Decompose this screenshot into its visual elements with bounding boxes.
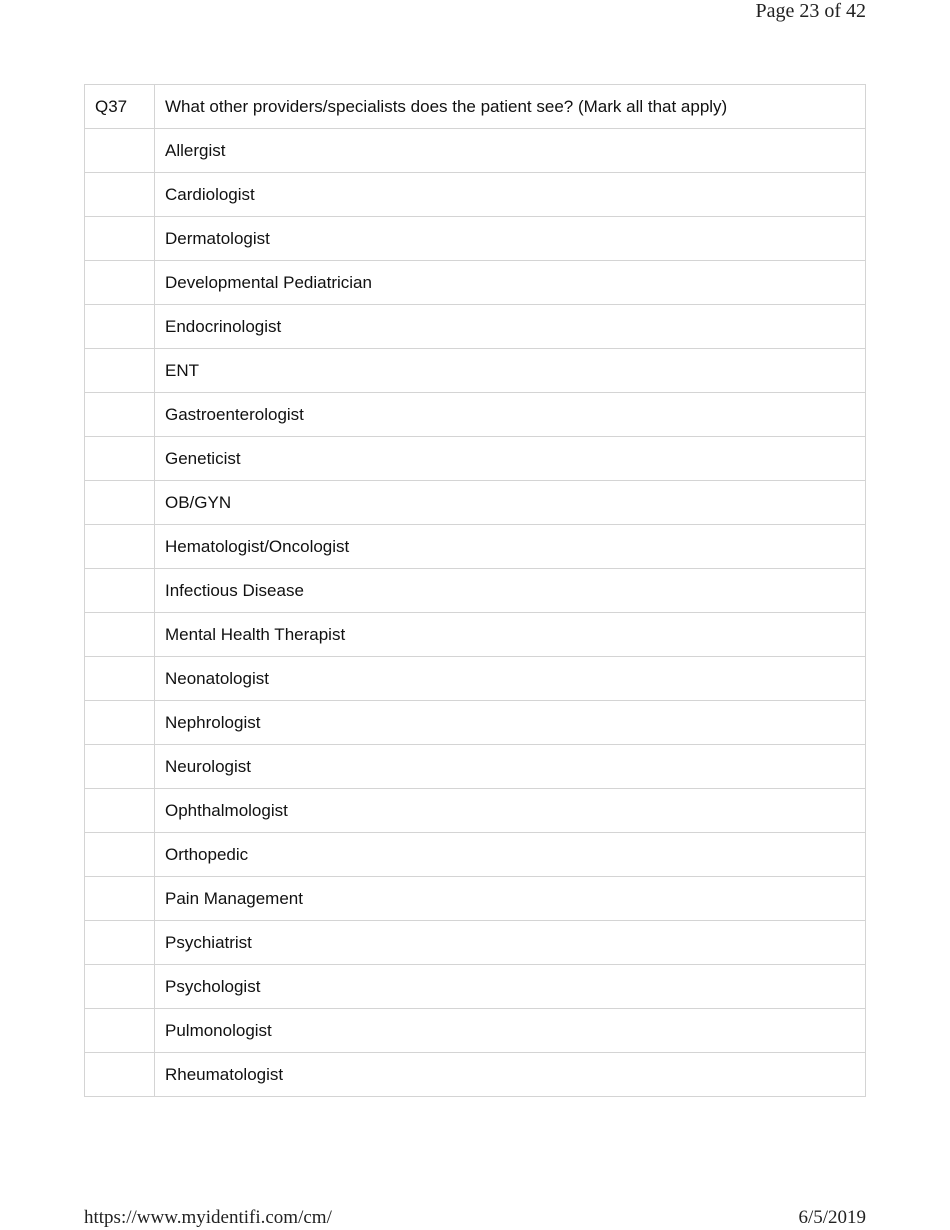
option-checkbox-cell[interactable] (85, 217, 155, 261)
option-checkbox-cell[interactable] (85, 789, 155, 833)
option-label: Mental Health Therapist (155, 613, 866, 657)
option-checkbox-cell[interactable] (85, 481, 155, 525)
option-label: Infectious Disease (155, 569, 866, 613)
option-row[interactable] (85, 789, 866, 833)
question-row (85, 85, 866, 129)
option-checkbox-cell[interactable] (85, 129, 155, 173)
option-label: OB/GYN (155, 481, 866, 525)
option-label: Endocrinologist (155, 305, 866, 349)
option-checkbox-cell[interactable] (85, 965, 155, 1009)
option-label: Pain Management (155, 877, 866, 921)
option-row[interactable] (85, 569, 866, 613)
option-label: Ophthalmologist (155, 789, 866, 833)
question-text: What other providers/specialists does the patient see? (Mark all that apply) (155, 85, 866, 129)
option-label: Developmental Pediatrician (155, 261, 866, 305)
option-row[interactable] (85, 481, 866, 525)
option-row[interactable] (85, 877, 866, 921)
option-checkbox-cell[interactable] (85, 921, 155, 965)
option-label: Dermatologist (155, 217, 866, 261)
option-label: Psychologist (155, 965, 866, 1009)
option-checkbox-cell[interactable] (85, 173, 155, 217)
option-row[interactable] (85, 1009, 866, 1053)
option-label: ENT (155, 349, 866, 393)
option-row[interactable] (85, 525, 866, 569)
option-checkbox-cell[interactable] (85, 1053, 155, 1097)
option-label: Neonatologist (155, 657, 866, 701)
option-checkbox-cell[interactable] (85, 569, 155, 613)
option-row[interactable] (85, 261, 866, 305)
option-label: Hematologist/Oncologist (155, 525, 866, 569)
option-row[interactable] (85, 921, 866, 965)
option-checkbox-cell[interactable] (85, 657, 155, 701)
option-label: Neurologist (155, 745, 866, 789)
option-row[interactable] (85, 173, 866, 217)
option-checkbox-cell[interactable] (85, 305, 155, 349)
page-number: Page 23 of 42 (755, 0, 866, 22)
option-row[interactable] (85, 833, 866, 877)
option-row[interactable] (85, 349, 866, 393)
option-label: Orthopedic (155, 833, 866, 877)
option-label: Allergist (155, 129, 866, 173)
question-table (84, 84, 866, 1097)
option-label: Pulmonologist (155, 1009, 866, 1053)
option-row[interactable] (85, 1053, 866, 1097)
option-checkbox-cell[interactable] (85, 393, 155, 437)
option-row[interactable] (85, 437, 866, 481)
option-row[interactable] (85, 657, 866, 701)
option-label: Psychiatrist (155, 921, 866, 965)
option-label: Nephrologist (155, 701, 866, 745)
option-checkbox-cell[interactable] (85, 745, 155, 789)
option-row[interactable] (85, 613, 866, 657)
option-row[interactable] (85, 129, 866, 173)
question-id: Q37 (85, 85, 155, 129)
option-label: Rheumatologist (155, 1053, 866, 1097)
option-checkbox-cell[interactable] (85, 437, 155, 481)
option-row[interactable] (85, 701, 866, 745)
option-row[interactable] (85, 393, 866, 437)
option-checkbox-cell[interactable] (85, 261, 155, 305)
option-checkbox-cell[interactable] (85, 877, 155, 921)
option-checkbox-cell[interactable] (85, 613, 155, 657)
option-checkbox-cell[interactable] (85, 349, 155, 393)
option-checkbox-cell[interactable] (85, 525, 155, 569)
footer-date: 6/5/2019 (798, 1207, 866, 1228)
option-label: Cardiologist (155, 173, 866, 217)
footer-url[interactable]: https://www.myidentifi.com/cm/ (84, 1207, 332, 1228)
option-checkbox-cell[interactable] (85, 1009, 155, 1053)
option-label: Gastroenterologist (155, 393, 866, 437)
option-row[interactable] (85, 745, 866, 789)
option-row[interactable] (85, 305, 866, 349)
option-label: Geneticist (155, 437, 866, 481)
option-row[interactable] (85, 217, 866, 261)
option-checkbox-cell[interactable] (85, 833, 155, 877)
option-checkbox-cell[interactable] (85, 701, 155, 745)
option-row[interactable] (85, 965, 866, 1009)
